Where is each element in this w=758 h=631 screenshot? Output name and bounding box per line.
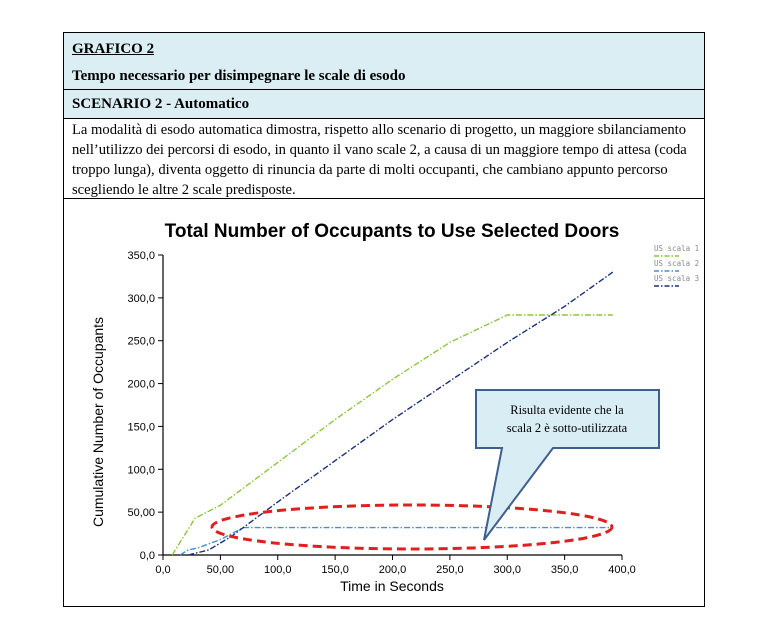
scenario-label: SCENARIO 2 - Automatico [72, 96, 250, 112]
graph-title: GRAFICO 2 [72, 41, 155, 57]
annotation-callout [212, 390, 659, 549]
legend-entry-2: US scala 2 [654, 259, 700, 268]
y-tick-label: 350,0 [127, 250, 155, 262]
y-axis-label: Cumulative Number of Occupants [90, 316, 106, 528]
x-tick-label: 400,0 [608, 564, 636, 576]
description-section [64, 119, 704, 199]
x-tick-label: 50,00 [206, 564, 235, 576]
y-tick-label: 150,0 [127, 421, 155, 434]
header-section [64, 33, 704, 90]
chart-title: Total Number of Occupants to Use Selected Doors [164, 221, 620, 242]
x-axis-label: Time in Seconds [340, 578, 444, 594]
legend-entry-3: US scala 3 [654, 274, 700, 283]
graph-subtitle: Tempo necessario per disimpegnare le scale di esodo [72, 68, 406, 84]
chart [64, 199, 704, 606]
x-tick-label: 100,0 [263, 564, 292, 576]
y-tick-label: 100,0 [127, 464, 155, 477]
scenario-section [64, 90, 704, 119]
series-line-2 [180, 528, 613, 555]
chart-section [64, 199, 704, 606]
y-tick-label: 50,00 [127, 507, 155, 520]
legend-entry-1: US scala 1 [654, 244, 700, 253]
x-tick-label: 300,0 [493, 564, 522, 576]
x-tick-label: 350,0 [550, 564, 579, 576]
x-tick-label: 200,0 [378, 564, 407, 576]
y-tick-label: 250,0 [127, 335, 155, 348]
x-tick-label: 250,0 [436, 564, 464, 576]
chart-legend [654, 244, 699, 286]
x-tick-label: 0,0 [155, 564, 171, 576]
y-tick-label: 200,0 [127, 378, 155, 391]
y-tick-label: 0,0 [139, 550, 155, 562]
callout-line-2: scala 2 è sotto-utilizzata [506, 421, 628, 435]
y-tick-label: 300,0 [127, 292, 155, 305]
x-tick-label: 150,0 [321, 564, 349, 576]
document-frame [63, 32, 705, 607]
description-text: La modalità di esodo automatica dimostra, rispetto allo scenario di progetto, un maggiore sbilanciamento nell’utilizzo dei percorsi di esodo, in quanto il vano scale 2, a causa di un maggiore tempo di attesa (coda troppo lunga), diventa oggetto di rinuncia da parte di molti occupanti, che cambiano appunto percorso scegliendo le altre 2 scale predisposte. [72, 122, 687, 198]
callout-line-1: Risulta evidente che la [510, 403, 624, 417]
